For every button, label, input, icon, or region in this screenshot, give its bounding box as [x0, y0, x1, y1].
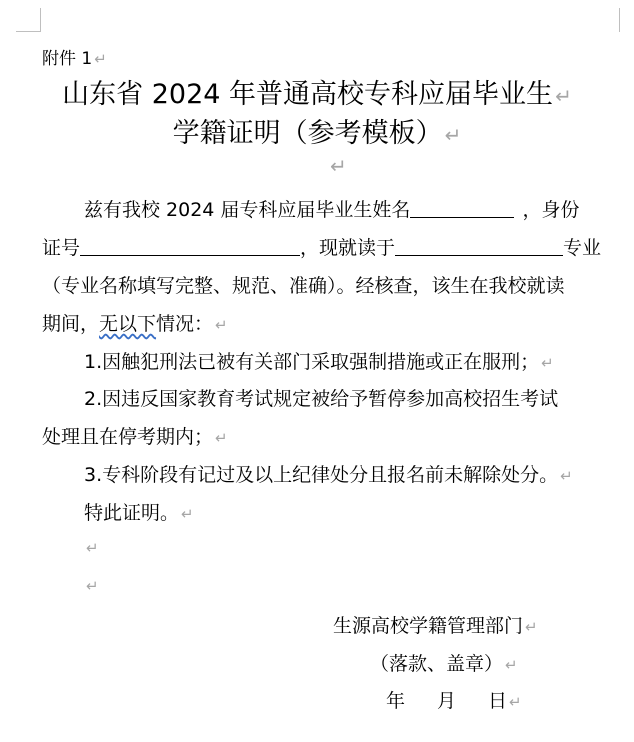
paragraph-mark: ↵	[555, 84, 572, 108]
closing-text: 特此证明。	[84, 502, 180, 524]
paragraph-mark: ↵	[94, 50, 107, 68]
attachment-label: 附件 1	[42, 49, 93, 69]
body-text: 证号	[42, 237, 81, 259]
id-number-blank[interactable]	[80, 236, 300, 256]
item-2-cont	[42, 422, 228, 449]
paragraph-mark: ↵	[444, 123, 462, 147]
body-text: 兹有我校 2024 届专科应届毕业生姓名	[84, 199, 411, 221]
signature-stamp: （落款、盖章）	[370, 653, 504, 675]
paragraph-mark: ↵	[215, 316, 228, 334]
body-text: （专业名称填写完整、规范、准确）。经核查，该生在我校就读	[42, 275, 565, 297]
item-2	[84, 384, 558, 411]
closing-line	[84, 498, 194, 525]
major-blank[interactable]	[395, 236, 563, 256]
paragraph-mark: ↵	[509, 693, 522, 711]
document-title-line1	[0, 72, 634, 111]
item-text: 2.因违反国家教育考试规定被给予暂停参加高校招生考试	[84, 388, 559, 410]
crop-mark-top-left-v	[40, 8, 41, 32]
body-line-1	[84, 195, 579, 222]
name-blank[interactable]	[410, 198, 514, 218]
body-line-3	[42, 271, 565, 298]
body-text: 情况：	[156, 313, 214, 335]
paragraph-mark: ↵	[215, 429, 228, 447]
title-line1-text: 山东省 2024 年普通高校专科应届毕业生	[62, 79, 554, 110]
date-day: 日	[488, 690, 508, 712]
body-text: ，现就读于	[300, 237, 396, 259]
paragraph-mark: ↵	[505, 656, 518, 674]
document-title-line2	[0, 111, 634, 150]
signature-stamp-line	[370, 649, 518, 676]
paragraph-mark: ↵	[330, 154, 347, 178]
body-text: 专业	[563, 237, 602, 259]
blank-line	[84, 574, 99, 596]
blank-line	[84, 536, 99, 558]
body-text: 期间，	[42, 313, 100, 335]
item-1	[84, 347, 554, 374]
paragraph-mark: ↵	[181, 505, 194, 523]
item-text: 1.因触犯刑法已被有关部门采取强制措施或正在服刑；	[84, 351, 540, 373]
item-text: 处理且在停考期内；	[42, 426, 214, 448]
attachment-label-line	[42, 44, 107, 69]
signature-dept: 生源高校学籍管理部门	[333, 615, 524, 637]
signature-dept-line	[333, 611, 538, 638]
crop-mark-top-right-v	[619, 8, 620, 32]
body-line-4	[42, 309, 228, 336]
paragraph-mark: ↵	[86, 577, 99, 595]
body-text: ，身份	[522, 199, 580, 221]
body-line-2	[42, 233, 601, 260]
date-month: 月	[437, 690, 457, 712]
signature-date-line	[386, 686, 522, 713]
item-3	[84, 460, 573, 487]
item-text: 3.专科阶段有记过及以上纪律处分且报名前未解除处分。	[84, 464, 559, 486]
paragraph-mark: ↵	[541, 354, 554, 372]
crop-mark-top-left-h	[16, 31, 41, 32]
paragraph-mark: ↵	[86, 539, 99, 557]
date-year: 年	[386, 690, 406, 712]
paragraph-mark: ↵	[525, 618, 538, 636]
paragraph-mark: ↵	[560, 467, 573, 485]
title-line2-text: 学籍证明（参考模板）	[172, 118, 443, 149]
blank-line	[328, 154, 347, 178]
grammar-flag-text: 无以下	[99, 313, 157, 335]
